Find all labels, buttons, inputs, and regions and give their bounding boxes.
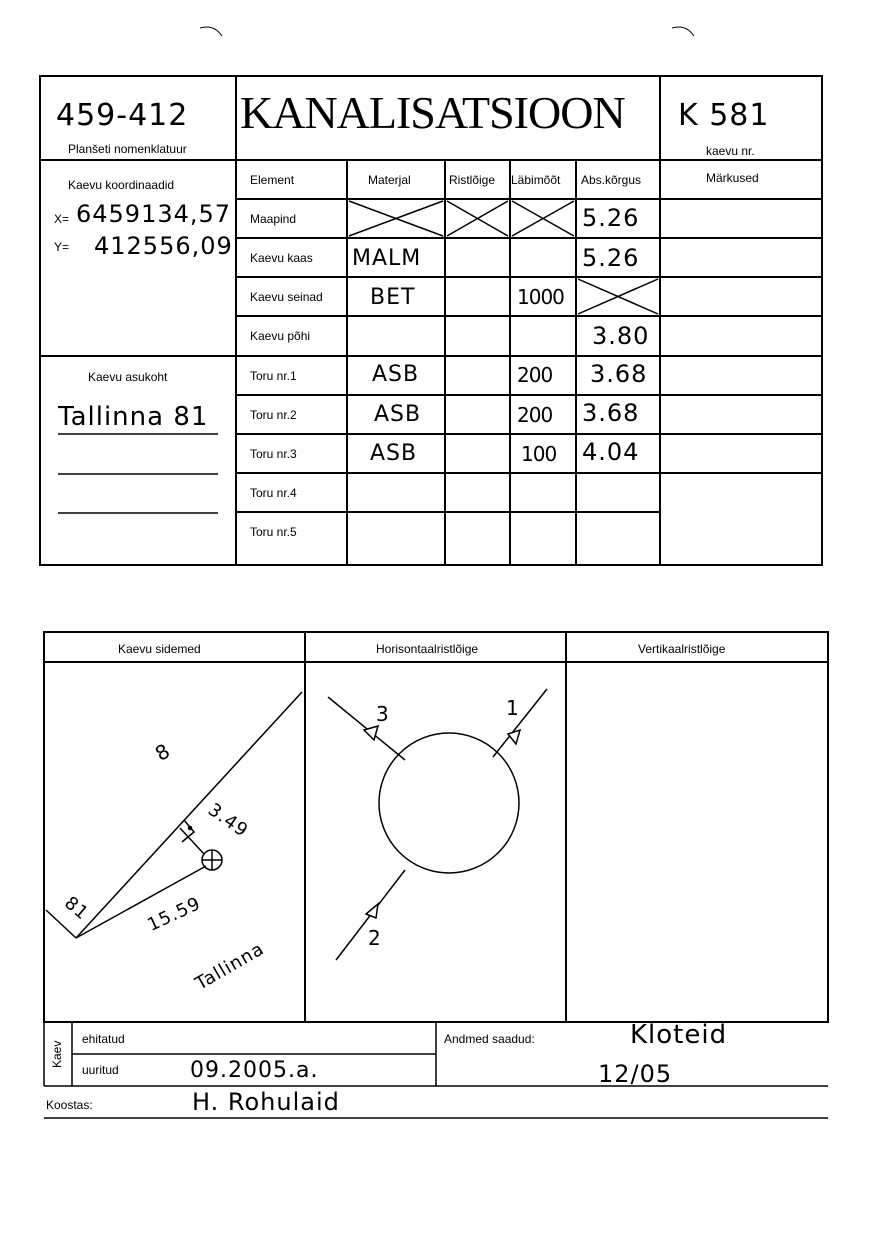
- horizontal-section: [328, 689, 547, 960]
- elevation-cell: 3.80: [592, 322, 650, 350]
- vertical-section-header: Vertikaalristlõige: [638, 642, 726, 656]
- data-source-value: Kloteid: [630, 1020, 728, 1050]
- diameter-cell: 200: [517, 403, 553, 427]
- col-header-cross-section: Ristlõige: [449, 173, 496, 187]
- row-label: Kaevu põhi: [250, 329, 311, 343]
- elevation-cell: 3.68: [590, 360, 648, 388]
- coordinates-label: Kaevu koordinaadid: [68, 178, 175, 192]
- plan-number: 459-412: [56, 98, 189, 133]
- built-label: ehitatud: [82, 1032, 125, 1046]
- compiled-by-label: Koostas:: [46, 1098, 93, 1112]
- col-header-element: Element: [250, 173, 295, 187]
- material-cell: ASB: [370, 441, 418, 466]
- diameter-cell: 1000: [517, 285, 564, 309]
- row-label: Toru nr.2: [250, 408, 297, 422]
- y-prefix: Y=: [54, 240, 70, 254]
- data-source-date: 12/05: [598, 1060, 673, 1088]
- pipe-2-label: 2: [368, 926, 382, 950]
- row-label: Kaevu seinad: [250, 290, 323, 304]
- plan-number-label: Planšeti nomenklatuur: [68, 142, 187, 156]
- pipe-3-label: 3: [376, 702, 390, 726]
- material-cell: MALM: [352, 246, 422, 271]
- elevation-cell: 4.04: [582, 438, 640, 466]
- location-value: Tallinna 81: [58, 402, 209, 432]
- row-label: Toru nr.1: [250, 369, 297, 383]
- elevation-cell: 5.26: [582, 204, 640, 232]
- col-header-elevation: Abs.kõrgus: [581, 173, 642, 187]
- data-source-label: Andmed saadud:: [444, 1032, 535, 1046]
- well-number-label: kaevu nr.: [706, 144, 755, 158]
- material-cell: ASB: [374, 402, 422, 427]
- diameter-cell: 100: [521, 442, 557, 466]
- x-coordinate: 6459134,57: [76, 200, 232, 228]
- diameter-cell: 200: [517, 363, 553, 387]
- horizontal-section-header: Horisontaalristlõige: [376, 642, 479, 656]
- row-label: Kaevu kaas: [250, 251, 313, 265]
- row-label: Toru nr.4: [250, 486, 297, 500]
- row-label: Maapind: [250, 212, 297, 226]
- street-name: Tallinna: [191, 938, 269, 995]
- house-number: 81: [60, 892, 93, 925]
- sketch-header: Kaevu sidemed: [118, 642, 201, 656]
- well-number: K 581: [678, 98, 770, 133]
- y-coordinate: 412556,09: [94, 232, 233, 260]
- x-prefix: X=: [54, 212, 70, 226]
- col-header-material: Materjal: [368, 173, 411, 187]
- col-header-diameter: Läbimõõt: [511, 173, 561, 187]
- col-header-remarks: Märkused: [706, 171, 759, 185]
- row-label: Toru nr.3: [250, 447, 297, 461]
- row-label: Toru nr.5: [250, 525, 297, 539]
- elevation-cell: 3.68: [582, 399, 640, 427]
- surveyed-label: uuritud: [82, 1063, 119, 1077]
- location-label: Kaevu asukoht: [88, 370, 168, 384]
- distance-long: 15.59: [144, 893, 205, 936]
- material-cell: ASB: [372, 362, 420, 387]
- pipe-1-label: 1: [506, 696, 520, 720]
- building-mark: 8: [150, 738, 175, 766]
- surveyed-date: 09.2005.a.: [190, 1058, 319, 1083]
- kaev-label: Kaev: [50, 1040, 64, 1068]
- material-cell: BET: [370, 285, 416, 310]
- page-title: KANALISATSIOON: [240, 87, 625, 138]
- distance-short: 3.49: [203, 799, 253, 842]
- elevation-cell: 5.26: [582, 244, 640, 272]
- compiled-by-value: H. Rohulaid: [192, 1088, 340, 1116]
